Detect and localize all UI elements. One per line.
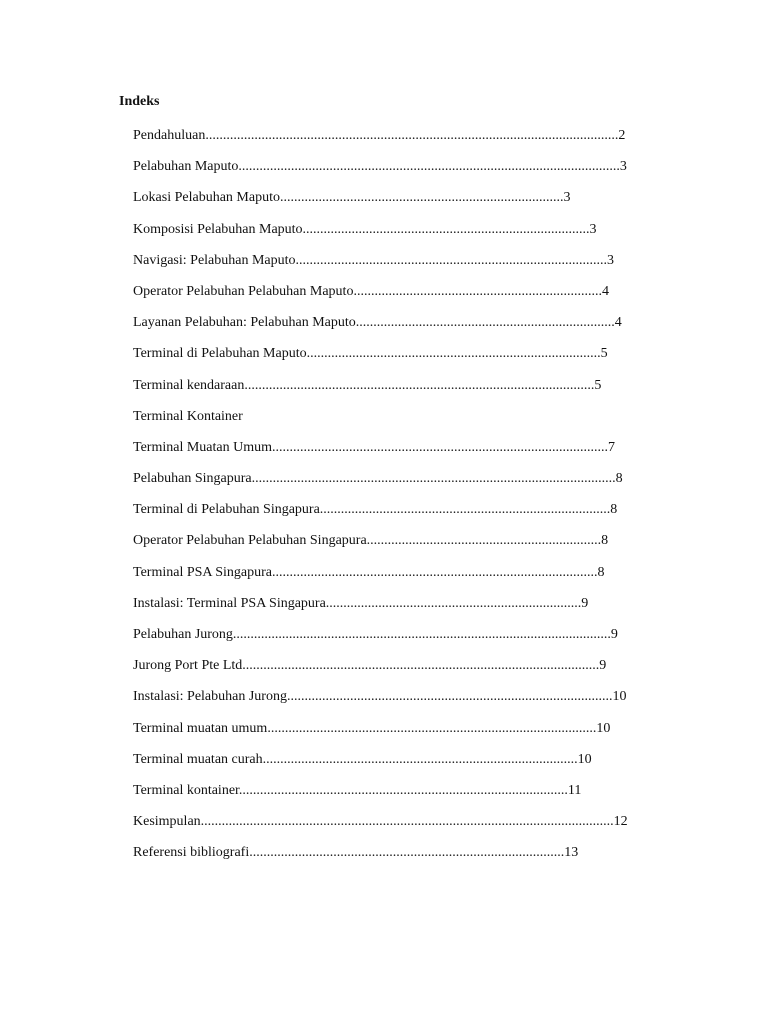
toc-entry: Pelabuhan Maputo.............................................................................................................3 xyxy=(133,159,627,175)
toc-entry: Terminal muatan umum..............................................................................................10 xyxy=(133,720,611,736)
toc-entry: Lokasi Pelabuhan Maputo.................................................................................3 xyxy=(133,190,571,206)
toc-entry: Instalasi: Terminal PSA Singapura.........................................................................9 xyxy=(133,595,589,611)
toc-entry: Terminal kontainer..............................................................................................11 xyxy=(133,782,582,798)
toc-entry: Terminal di Pelabuhan Maputo....................................................................................5 xyxy=(133,346,608,362)
toc-entry: Terminal PSA Singapura.............................................................................................8 xyxy=(133,564,605,580)
toc-entry: Pendahuluan......................................................................................................................2 xyxy=(133,128,626,143)
toc-entry: Instalasi: Pelabuhan Jurong.............................................................................................10 xyxy=(133,689,627,705)
toc-entry: Terminal muatan curah..........................................................................................10 xyxy=(133,751,592,767)
toc-entry: Komposisi Pelabuhan Maputo..................................................................................3 xyxy=(133,221,597,237)
toc-entry: Pelabuhan Singapura........................................................................................................8 xyxy=(133,471,623,487)
toc-entry: Terminal Muatan Umum................................................................................................7 xyxy=(133,439,615,455)
toc-entry: Operator Pelabuhan Pelabuhan Singapura...................................................................8 xyxy=(133,533,609,549)
toc-entry: Terminal di Pelabuhan Singapura...................................................................................8 xyxy=(133,502,618,518)
table-of-contents xyxy=(133,128,628,877)
toc-entry: Kesimpulan......................................................................................................................12 xyxy=(133,814,628,830)
toc-entry: Referensi bibliografi..........................................................................................13 xyxy=(133,845,579,861)
index-heading: Indeks xyxy=(119,94,160,109)
toc-entry: Pelabuhan Jurong............................................................................................................9 xyxy=(133,627,618,642)
toc-entry: Terminal kendaraan....................................................................................................5 xyxy=(133,377,602,393)
toc-entry: Jurong Port Pte Ltd......................................................................................................9 xyxy=(133,658,607,674)
toc-entry: Layanan Pelabuhan: Pelabuhan Maputo..........................................................................4 xyxy=(133,315,622,331)
toc-entry: Terminal Kontainer xyxy=(133,408,243,424)
toc-entry: Navigasi: Pelabuhan Maputo.........................................................................................3 xyxy=(133,252,615,268)
toc-entry: Operator Pelabuhan Pelabuhan Maputo.......................................................................4 xyxy=(133,283,609,299)
